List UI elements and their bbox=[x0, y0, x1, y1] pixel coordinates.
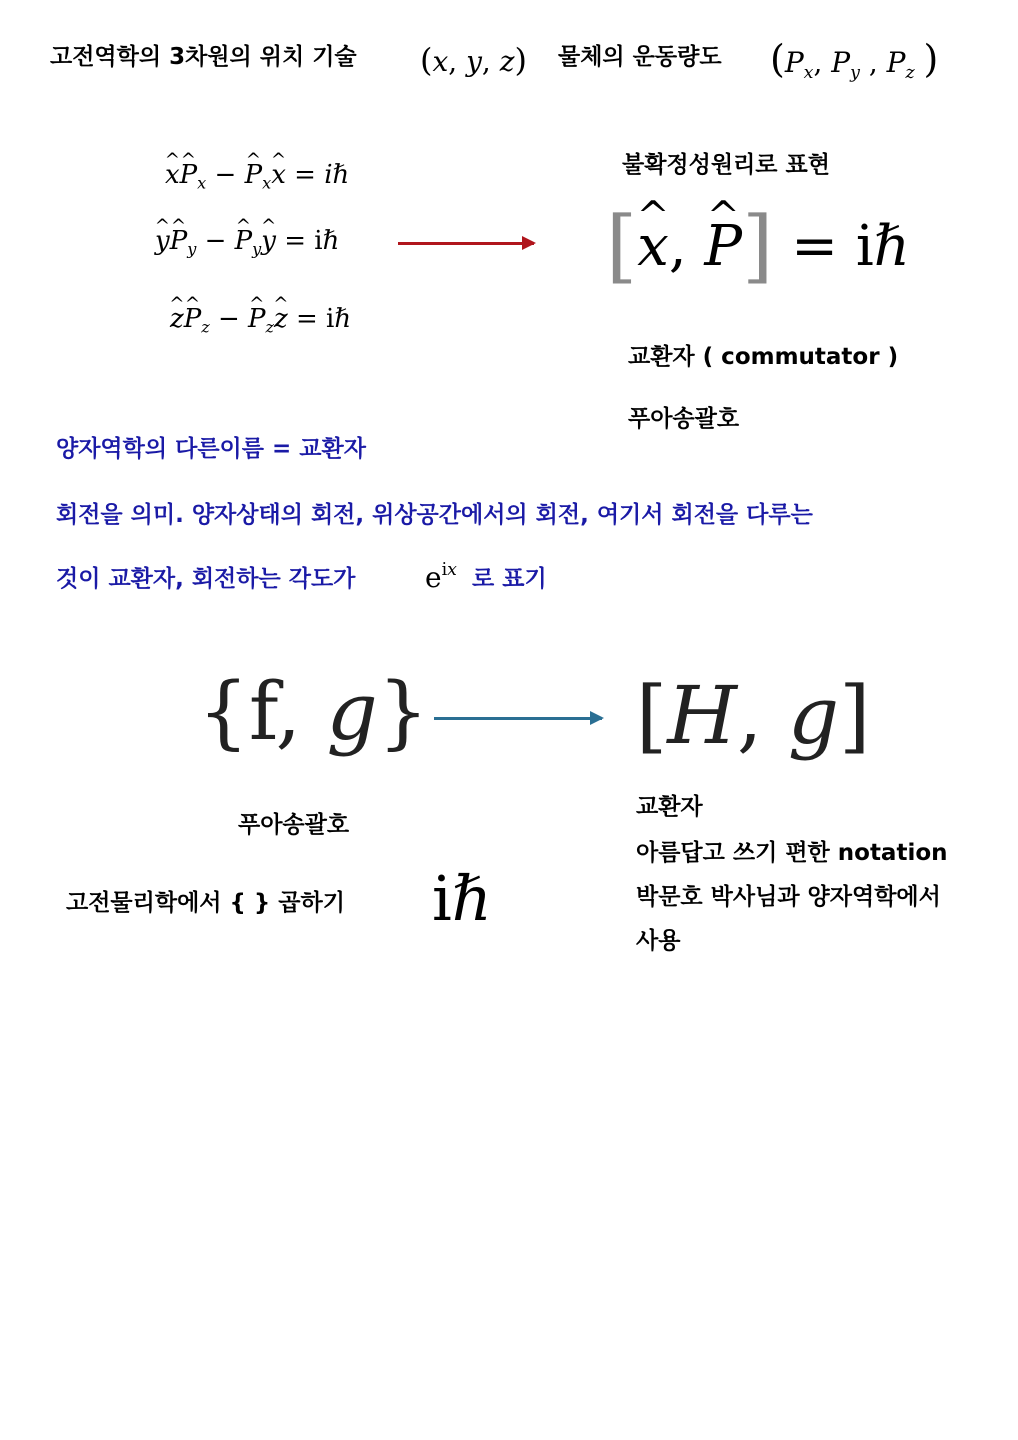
desc-line-3: 사용 bbox=[636, 928, 681, 954]
momentum-label: 물체의 운동량도 bbox=[558, 44, 722, 70]
poisson-bracket-formula: {f, g} bbox=[198, 665, 429, 758]
momentum-tuple: ($P_x$, $P_y$ , $P_z$ ) bbox=[770, 37, 939, 84]
desc-line-2: 박문호 박사님과 양자역학에서 bbox=[636, 884, 941, 910]
commutator-label: 교환자 ( commutator ) bbox=[628, 344, 899, 370]
note-line-3-suffix: 로 표기 bbox=[472, 566, 547, 592]
poisson-label: 푸아송괄호 bbox=[628, 406, 740, 432]
equation-z: ^ z^ $P_z$ − ^ $P_z\^{}$ z = iℏ bbox=[170, 306, 351, 336]
red-arrow-icon bbox=[398, 242, 534, 245]
teal-arrow-icon bbox=[434, 717, 602, 720]
commutator-bracket-formula: [H, g] bbox=[636, 669, 871, 762]
commutator-caption: 교환자 bbox=[636, 794, 703, 820]
note-line-1: 양자역학의 다른이름 = 교환자 bbox=[56, 436, 366, 462]
uncertainty-title: 불확정성원리로 표현 bbox=[622, 152, 830, 178]
poisson-caption: 푸아송괄호 bbox=[238, 812, 350, 838]
note-line-3: 것이 교환자, 회전하는 각도가 bbox=[56, 566, 356, 592]
equation-y: ^ y^ $P_y$ − ^ $P_y\^{}$ y = iℏ bbox=[155, 228, 339, 258]
classical-note: 고전물리학에서 { } 곱하기 bbox=[66, 890, 345, 916]
exponent-formula: $e^{ix}$ bbox=[425, 560, 457, 595]
header-text: 고전역학의 3차원의 위치 기술 bbox=[50, 44, 357, 70]
commutator-formula: [^ x, ^ P] = iℏ bbox=[606, 206, 910, 286]
position-tuple: (x, y, z) bbox=[420, 41, 527, 79]
note-line-2: 회전을 의미. 양자상태의 회전, 위상공간에서의 회전, 여기서 회전을 다루는 bbox=[56, 502, 813, 528]
desc-line-1: 아름답고 쓰기 편한 notation bbox=[636, 840, 948, 866]
equation-x: ^ x^ $P_x$ − ^ $P_x\^{}$ x = iℏ bbox=[165, 162, 349, 192]
ih-symbol: iℏ bbox=[432, 862, 492, 935]
